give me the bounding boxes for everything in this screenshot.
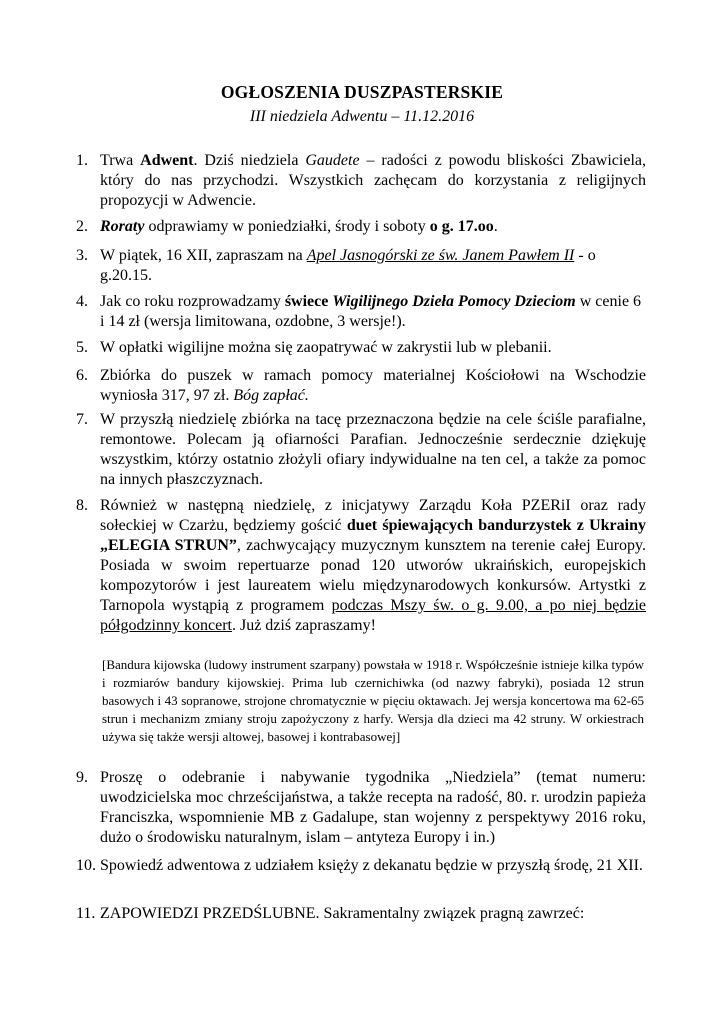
item-text: Również w następną niedzielę, z inicjatywy Zarządu Koła PZERiI oraz rady sołeckiej w Czarżu, będziemy gościć duet śpiewających bandurzystek z Ukrainy „ELEGIA STRUN”, zachwycający muzycznym kunsztem na terenie całej Europy. Posiada w swoim repertuarze ponad 120 utworów ukraińskich, europejskich kompozytorów i jest laureatem wielu międzynarodowych konkursów. Artystki z Tarnopola wystąpią z programem podczas Mszy św. o g. 9.00, a po niej będzie półgodzinny koncert. Już dziś zapraszamy! bbox=[100, 497, 647, 634]
item-number: 6. bbox=[76, 367, 88, 384]
item-number: 1. bbox=[76, 152, 88, 169]
item-number: 4. bbox=[76, 293, 88, 310]
item-number: 10. bbox=[76, 857, 96, 874]
item-text: Roraty odprawiamy w poniedziałki, środy i soboty o g. 17.oo. bbox=[100, 218, 498, 235]
item-text: Zbiórka do puszek w ramach pomocy materialnej Kościołowi na Wschodzie wyniosła 317, 97 zł. Bóg zapłać. bbox=[100, 367, 646, 404]
item-number: 11. bbox=[76, 905, 96, 922]
item-number: 8. bbox=[76, 497, 88, 514]
item-text: W przyszłą niedzielę zbiórka na tacę przeznaczona będzie na cele ściśle parafialne, remontowe. Polecam ją ofiarności Parafian. Jednocześnie serdecznie dziękuję wszystkim, którzy ostatnio złożyli ofiary indywidualne na ten cel, a także za pomoc na innych płaszczyznach. bbox=[100, 411, 646, 488]
item-text: W opłatki wigilijne można się zaopatrywać w zakrystii lub w plebanii. bbox=[100, 339, 552, 356]
item-number: 7. bbox=[76, 411, 88, 428]
item-text: Spowiedź adwentowa z udziałem księży z dekanatu będzie w przyszłą środę, 21 XII. bbox=[100, 857, 643, 874]
item-text: W piątek, 16 XII, zapraszam na Apel Jasnogórski ze św. Janem Pawłem II - o g.20.15. bbox=[100, 247, 596, 284]
page-subtitle: III niedziela Adwentu – 11.12.2016 bbox=[249, 108, 475, 125]
item-text: Proszę o odebranie i nabywanie tygodnika „Niedziela” (temat numeru: uwodzicielska moc chrześcijaństwa, a także recepta na radość, 80. r. urodzin papieża Franciszka, wspomnienie MB z Gadalupe, stan wojenny z perspektywy 2016 roku, dużo o środowisku naturalnym, islam – antyteza Europy i in.) bbox=[100, 769, 646, 846]
item-text: Trwa Adwent. Dziś niedziela Gaudete – radości z powodu bliskości Zbawiciela, który do nas przychodzi. Wszystkich zachęcam do korzystania z religijnych propozycji w Adwencie. bbox=[100, 152, 646, 209]
item-number: 9. bbox=[76, 769, 88, 786]
item-text: Jak co roku rozprowadzamy świece Wigilijnego Dzieła Pomocy Dzieciom w cenie 6 i 14 zł (wersja limitowana, ozdobne, 3 wersje!). bbox=[100, 293, 642, 330]
item-text: ZAPOWIEDZI PRZEDŚLUBNE. Sakramentalny związek pragną zawrzeć: bbox=[100, 905, 585, 922]
note-text: [Bandura kijowska (ludowy instrument szarpany) powstała w 1918 r. Współcześnie istnieje kilka typów i rozmiarów bandury kijowskiej. Prima lub czernichiwka (od nazwy fabryki), posiada 12 strun basowych i 43 sopranowe, strojone chromatycznie w pięciu oktawach. Jej wersja koncertowa ma 62-65 strun i mechanizm zmiany stroju zapożyczony z harfy. Wersja dla dzieci ma 42 struny. W orkiestrach używa się także wersji altowej, basowej i kontrabasowej] bbox=[102, 657, 644, 744]
item-number: 3. bbox=[76, 247, 88, 264]
item-number: 2. bbox=[76, 218, 88, 235]
bandura-note bbox=[102, 656, 644, 746]
page-title: OGŁOSZENIA DUSZPASTERSKIE bbox=[220, 82, 504, 102]
item-number: 5. bbox=[76, 339, 88, 356]
apel-link-text: Apel Jasnogórski ze św. Janem Pawłem II bbox=[306, 247, 575, 264]
